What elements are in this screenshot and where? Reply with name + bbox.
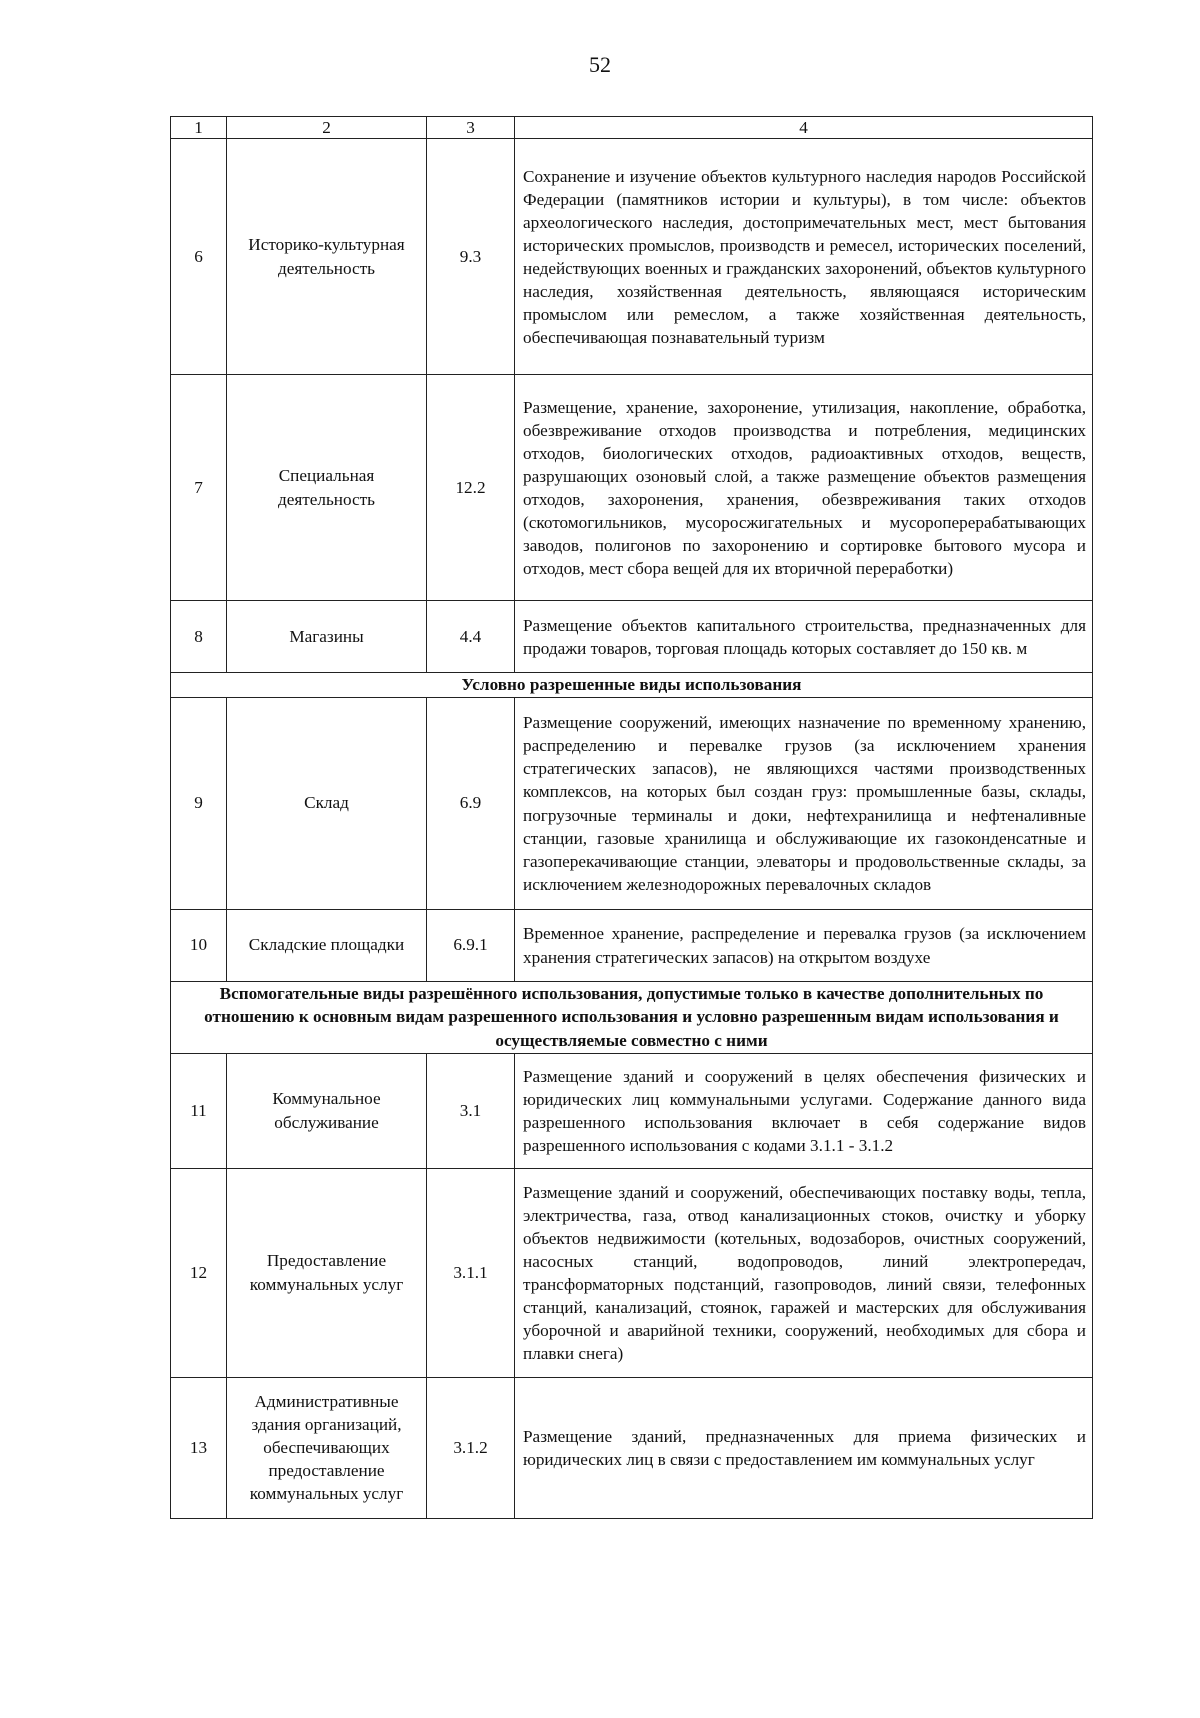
- use-type-name: Историко-культурная деятельность: [227, 139, 427, 375]
- table-row: [171, 139, 1093, 375]
- use-type-description: Размещение сооружений, имеющих назначение по временному хранению, распределению и перевалке грузов (за исключением хранения стратегических запасов), не являющихся частями производственных комплексов, на которых был создан груз: промышленные базы, склады, погрузочные терминалы и доки, нефтехранилища и нефтеналивные станции, газовые хранилища и обслуживающие их газоконденсатные и газоперекачивающие станции, элеваторы и продовольственные склады, за исключением железнодорожных перевалочных складов: [515, 697, 1093, 909]
- table-row: [171, 1168, 1093, 1377]
- table-row: [171, 601, 1093, 673]
- use-type-code: 9.3: [427, 139, 515, 375]
- table-row: [171, 1053, 1093, 1168]
- table-row: [171, 697, 1093, 909]
- row-number: 13: [171, 1377, 227, 1518]
- column-header: 2: [227, 117, 427, 139]
- use-type-description: Размещение, хранение, захоронение, утилизация, накопление, обработка, обезвреживание отходов производства и потребления, медицинских отходов, биологических отходов, радиоактивных отходов, веществ, разрушающих озоновый слой, а также размещение объектов размещения отходов, захоронения, хранения, обезвреживания таких отходов (скотомогильников, мусоросжигательных и мусороперерабатывающих заводов, полигонов по захоронению и сортировке бытового мусора и отходов, мест сбора вещей для их вторичной переработки): [515, 375, 1093, 601]
- section-header-row: [171, 981, 1093, 1053]
- use-type-description: Временное хранение, распределение и перевалка грузов (за исключением хранения стратегических запасов) на открытом воздухе: [515, 909, 1093, 981]
- use-type-description: Размещение зданий, предназначенных для приема физических и юридических лиц в связи с предоставлением им коммунальных услуг: [515, 1377, 1093, 1518]
- use-type-code: 3.1.1: [427, 1168, 515, 1377]
- row-number: 11: [171, 1053, 227, 1168]
- use-type-name: Складские площадки: [227, 909, 427, 981]
- land-use-table: [170, 116, 1093, 1519]
- use-type-code: 12.2: [427, 375, 515, 601]
- use-type-description: Размещение объектов капитального строительства, предназначенных для продажи товаров, торговая площадь которых составляет до 150 кв. м: [515, 601, 1093, 673]
- table-row: [171, 909, 1093, 981]
- use-type-name: Склад: [227, 697, 427, 909]
- use-type-name: Предоставление коммунальных услуг: [227, 1168, 427, 1377]
- row-number: 6: [171, 139, 227, 375]
- row-number: 9: [171, 697, 227, 909]
- table-header-row: [171, 117, 1093, 139]
- use-type-code: 6.9.1: [427, 909, 515, 981]
- use-type-name: Административные здания организаций, обеспечивающих предоставление коммунальных услуг: [227, 1377, 427, 1518]
- table-row: [171, 1377, 1093, 1518]
- column-header: 1: [171, 117, 227, 139]
- use-type-code: 3.1.2: [427, 1377, 515, 1518]
- use-type-code: 3.1: [427, 1053, 515, 1168]
- row-number: 12: [171, 1168, 227, 1377]
- use-type-name: Специальная деятельность: [227, 375, 427, 601]
- page-number: 52: [589, 52, 611, 77]
- column-header: 4: [515, 117, 1093, 139]
- use-type-description: Размещение зданий и сооружений, обеспечивающих поставку воды, тепла, электричества, газа, отвод канализационных стоков, очистку и уборку объектов недвижимости (котельных, водозаборов, очистных сооружений, насосных станций, водопроводов, линий электропередач, трансформаторных подстанций, газопроводов, линий связи, телефонных станций, канализаций, стоянок, гаражей и мастерских для обслуживания уборочной и аварийной техники, сооружений, необходимых для сбора и плавки снега): [515, 1168, 1093, 1377]
- use-type-description: Размещение зданий и сооружений в целях обеспечения физических и юридических лиц коммунальными услугами. Содержание данного вида разрешенного использования включает в себя содержание видов разрешенного использования с кодами 3.1.1 - 3.1.2: [515, 1053, 1093, 1168]
- use-type-name: Магазины: [227, 601, 427, 673]
- section-header-row: [171, 673, 1093, 698]
- section-title-auxiliary: Вспомогательные виды разрешённого использования, допустимые только в качестве дополнительных по отношению к основным видам разрешенного использования и условно разрешенным видам использования и осуществляемые совместно с ними: [171, 981, 1093, 1053]
- row-number: 10: [171, 909, 227, 981]
- column-header: 3: [427, 117, 515, 139]
- row-number: 8: [171, 601, 227, 673]
- use-type-name: Коммунальное обслуживание: [227, 1053, 427, 1168]
- use-type-code: 4.4: [427, 601, 515, 673]
- use-type-code: 6.9: [427, 697, 515, 909]
- section-title-conditional: Условно разрешенные виды использования: [171, 673, 1093, 698]
- row-number: 7: [171, 375, 227, 601]
- table-row: [171, 375, 1093, 601]
- use-type-description: Сохранение и изучение объектов культурного наследия народов Российской Федерации (памятников истории и культуры), в том числе: объектов археологического наследия, достопримечательных мест, мест бытования исторических промыслов, производств и ремесел, исторических поселений, недействующих военных и гражданских захоронений, объектов культурного наследия, хозяйственная деятельность, являющаяся историческим промыслом или ремеслом, а также хозяйственная деятельность, обеспечивающая познавательный туризм: [515, 139, 1093, 375]
